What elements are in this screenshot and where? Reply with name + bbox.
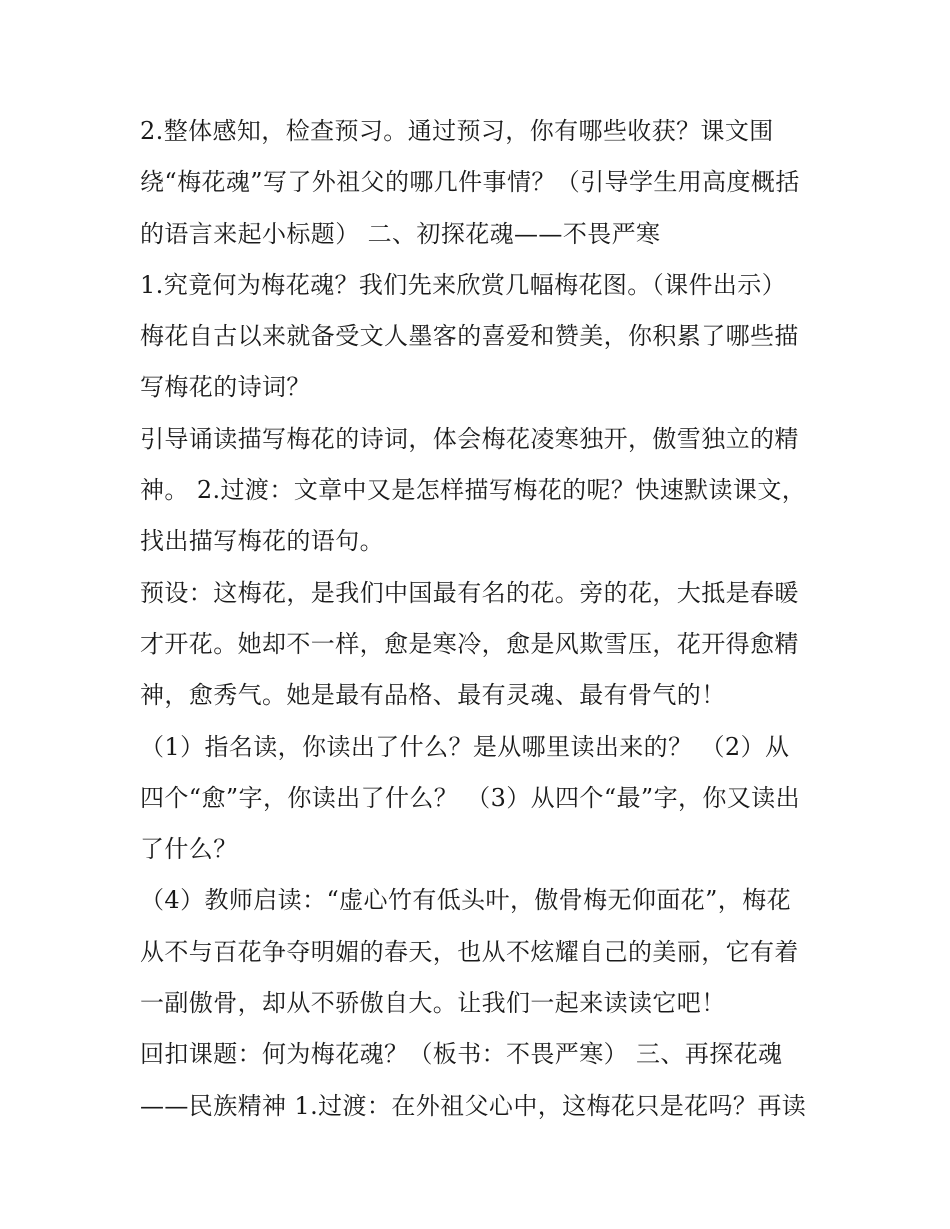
text-line: ——民族精神 1.过渡：在外祖父心中，这梅花只是花吗？再读 <box>140 1091 807 1120</box>
text-line: 预设：这梅花，是我们中国最有名的花。旁的花，大抵是春暖 <box>140 578 799 607</box>
text-line: 四个“愈”字，你读出了什么？ （3）从四个“最”字，你又读出 <box>140 783 800 812</box>
text-line: 找出描写梅花的语句。 <box>140 527 384 556</box>
text-line: 绕“梅花魂”写了外祖父的哪几件事情？（引导学生用高度概括 <box>140 168 800 197</box>
text-line: 神，愈秀气。她是最有品格、最有灵魂、最有骨气的！ <box>140 681 726 710</box>
text-line: 写梅花的诗词？ <box>140 373 311 402</box>
document-body <box>140 106 820 1132</box>
text-line: 梅花自古以来就备受文人墨客的喜爱和赞美，你积累了哪些描 <box>140 322 799 351</box>
text-line: 才开花。她却不一样，愈是寒冷，愈是风欺雪压，花开得愈精 <box>140 629 799 658</box>
text-line: 回扣课题：何为梅花魂？（板书：不畏严寒） 三、再探花魂 <box>140 1040 783 1069</box>
text-line: 引导诵读描写梅花的诗词，体会梅花凌寒独开，傲雪独立的精 <box>140 424 799 453</box>
text-line: （4）教师启读：“虚心竹有低头叶，傲骨梅无仰面花”，梅花 <box>140 886 792 915</box>
text-line: 了什么？ <box>140 835 238 864</box>
text-line: 从不与百花争夺明媚的春天，也从不炫耀自己的美丽，它有着 <box>140 937 799 966</box>
text-line: 一副傲骨，却从不骄傲自大。让我们一起来读读它吧！ <box>140 989 726 1018</box>
text-line: 2.整体感知，检查预习。通过预习，你有哪些收获？课文围 <box>140 117 774 145</box>
text-line: （1）指名读，你读出了什么？是从哪里读出来的？ （2）从 <box>140 732 790 761</box>
text-line: 神。 2.过渡：文章中又是怎样描写梅花的呢？快速默读课文， <box>140 476 807 505</box>
text-line: 1.究竟何为梅花魂？我们先来欣赏几幅梅花图。（课件出示） <box>140 270 787 299</box>
text-line: 的语言来起小标题） 二、初探花魂——不畏严寒 <box>140 219 661 248</box>
